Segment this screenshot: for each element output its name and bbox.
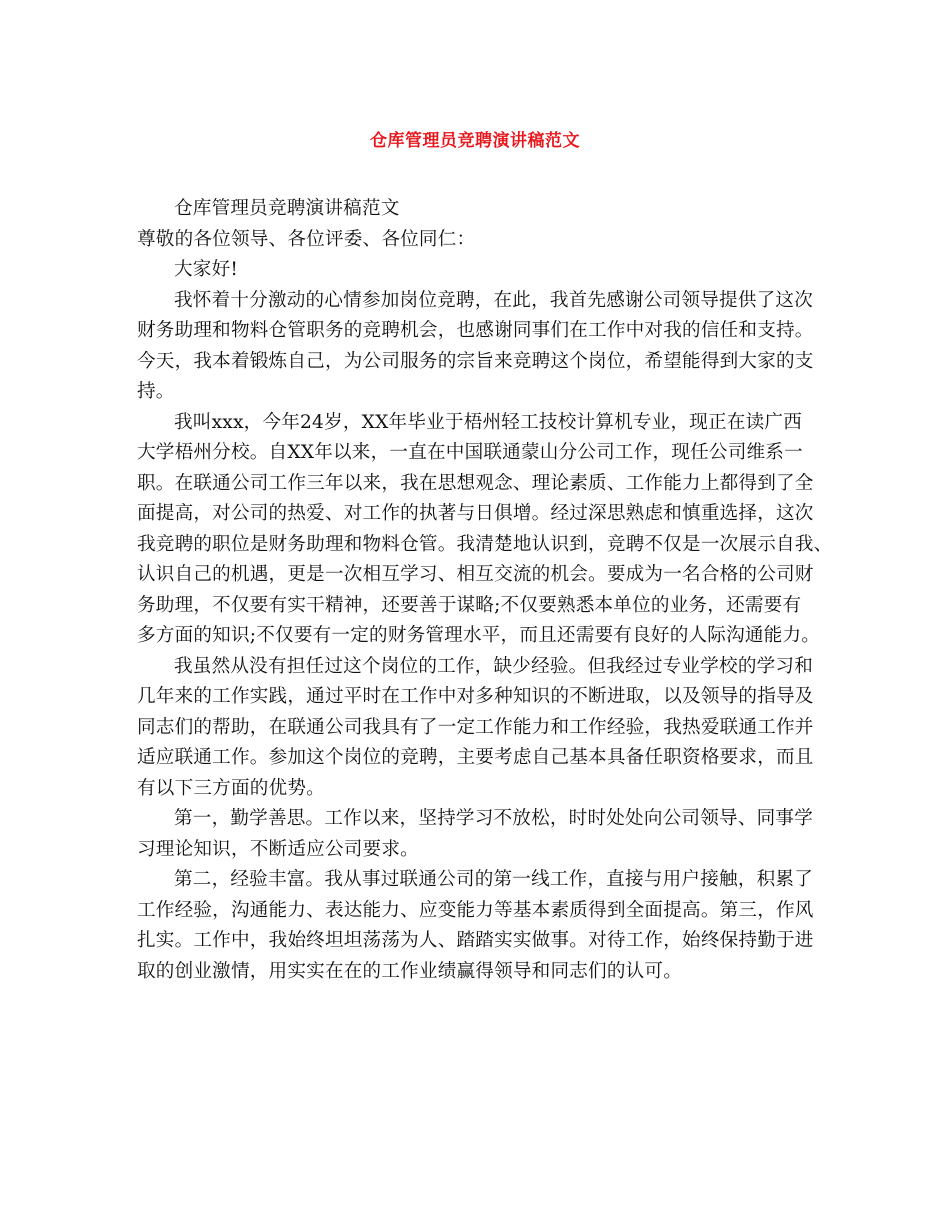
text-line: 工作经验，沟通能力、表达能力、应变能力等基本素质得到全面提高。第三，作风 [137, 899, 814, 921]
text-line: 扎实。工作中，我始终坦坦荡荡为人、踏踏实实做事。对待工作，始终保持勤于进 [137, 930, 814, 951]
text-line: 财务助理和物料仓管职务的竞聘机会，也感谢同事们在工作中对我的信任和支持。 [137, 320, 814, 341]
text-line: 适应联通工作。参加这个岗位的竞聘，主要考虑自己基本具备任职资格要求，而且 [137, 747, 814, 768]
text-line: 职。在联通公司工作三年以来，我在思想观念、理论素质、工作能力上都得到了全 [137, 472, 814, 494]
text-line: 持。 [137, 381, 175, 402]
text-line: 第二，经验丰富。我从事过联通公司的第一线工作，直接与用户接触，积累了 [174, 869, 813, 890]
text-line: 我叫xxx，今年24岁，XX年毕业于梧州轻工技校计算机专业，现正在读广西 [174, 411, 803, 433]
text-line: 多方面的知识;不仅要有一定的财务管理水平，而且还需要有良好的人际沟通能力。 [137, 625, 821, 646]
text-line: 仓库管理员竞聘演讲稿范文 [174, 198, 400, 219]
text-line: 我虽然从没有担任过这个岗位的工作，缺少经验。但我经过专业学校的学习和 [174, 655, 813, 677]
text-line: 几年来的工作实践，通过平时在工作中对多种知识的不断进取，以及领导的指导及 [137, 686, 814, 707]
text-line: 我竞聘的职位是财务助理和物料仓管。我清楚地认识到，竞聘不仅是一次展示自我、 [137, 533, 833, 555]
text-line: 大学梧州分校。自XX年以来，一直在中国联通蒙山分公司工作，现任公司维系一 [137, 442, 803, 463]
text-line: 尊敬的各位领导、各位评委、各位同仁： [137, 228, 476, 250]
text-line: 大家好! [174, 259, 239, 280]
document-title: 仓库管理员竞聘演讲稿范文 [370, 131, 580, 151]
text-line: 面提高，对公司的热爱、对工作的执著与日俱增。经过深思熟虑和慎重选择，这次 [137, 503, 814, 524]
document-body [137, 194, 833, 987]
text-line: 同志们的帮助，在联通公司我具有了一定工作能力和工作经验，我热爱联通工作并 [137, 716, 814, 738]
text-line: 今天，我本着锻炼自己，为公司服务的宗旨来竞聘这个岗位，希望能得到大家的支 [137, 350, 814, 372]
text-line: 第一，勤学善思。工作以来，坚持学习不放松，时时处处向公司领导、同事学 [174, 808, 813, 829]
text-line: 习理论知识，不断适应公司要求。 [137, 838, 419, 860]
text-line: 有以下三方面的优势。 [137, 777, 325, 799]
text-line: 务助理，不仅要有实干精神，还要善于谋略;不仅要熟悉本单位的业务，还需要有 [137, 594, 802, 616]
text-line: 认识自己的机遇，更是一次相互学习、相互交流的机会。要成为一名合格的公司财 [137, 564, 814, 585]
text-line: 取的创业激情，用实实在在的工作业绩赢得领导和同志们的认可。 [137, 960, 683, 982]
text-line: 我怀着十分激动的心情参加岗位竞聘，在此，我首先感谢公司领导提供了这次 [174, 289, 813, 311]
